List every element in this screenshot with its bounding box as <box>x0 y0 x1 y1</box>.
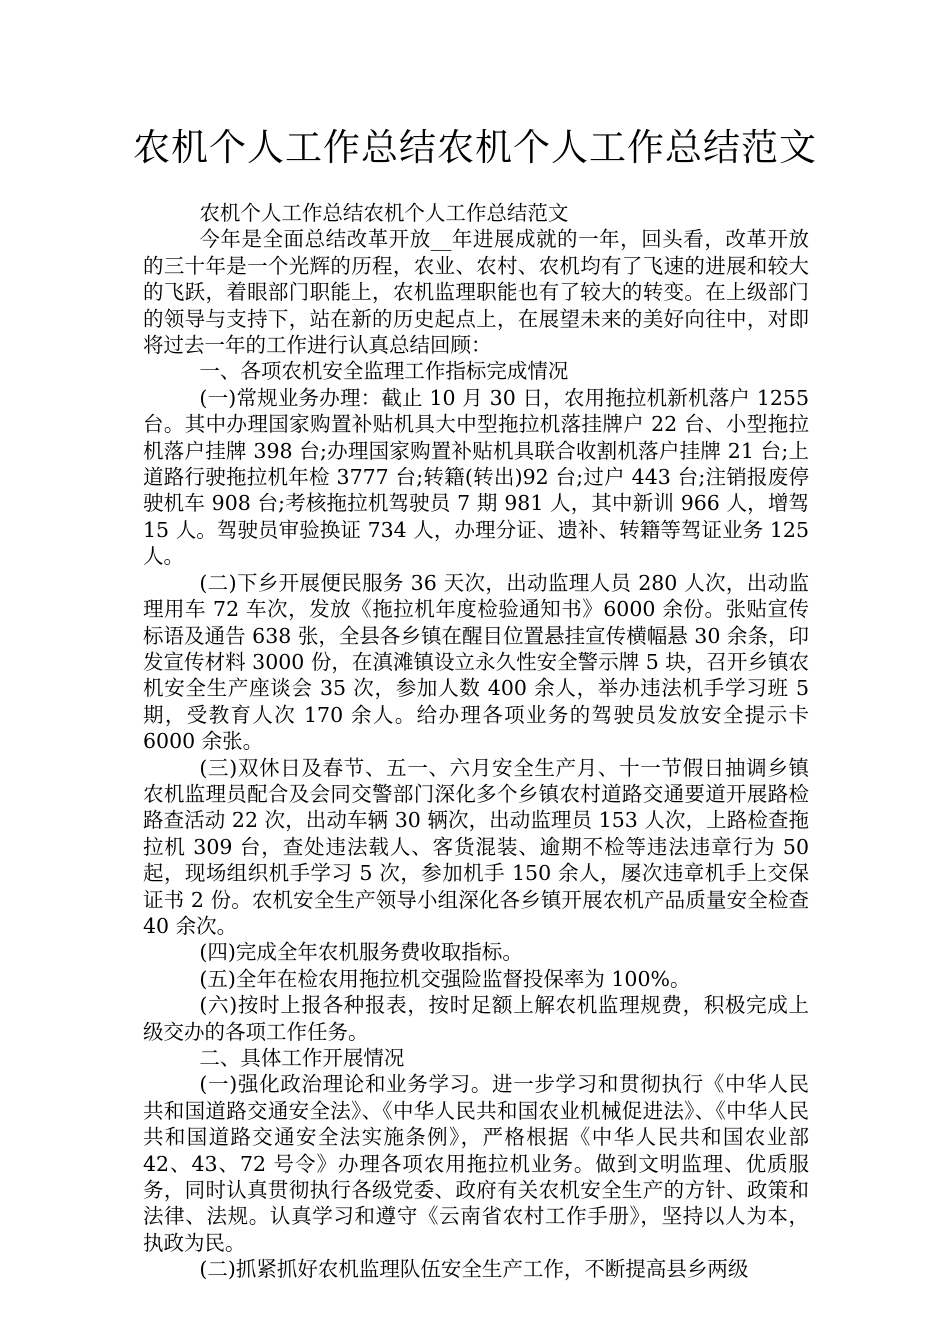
body-paragraph: (二)抓紧抓好农机监理队伍安全生产工作，不断提高县乡两级 <box>199 1257 749 1282</box>
body-paragraph: (六)按时上报各种报表，按时足额上解农机监理规费，积极完成上级交办的各项工作任务。 <box>143 993 809 1044</box>
body-paragraph-subtitle: 农机个人工作总结农机个人工作总结范文 <box>199 201 569 225</box>
body-paragraph-intro: 今年是全面总结改革开放__年进展成就的一年，回头看，改革开放的三十年是一个光辉的历程，农业、农村、农机均有了飞速的进展和较大的飞跃，着眼部门职能上，农机监理职能也有了较大的转变。在上级部门的领导与支持下，站在新的历史起点上，在展望未来的美好向往中，对即将过去一年的工作进行认真总结回顾： <box>143 227 809 358</box>
document-body <box>143 200 809 1283</box>
body-paragraph: (四)完成全年农机服务费收取指标。 <box>199 940 523 965</box>
section-heading-1: 一、各项农机安全监理工作指标完成情况 <box>199 359 569 384</box>
body-paragraph: (二)下乡开展便民服务 36 天次，出动监理人员 280 人次，出动监理用车 72 车次，发放《拖拉机年度检验通知书》6000 余份。张贴宣传标语及通告 638 张，全县各乡镇在醒目位置悬挂宣传横幅悬 30 余条，印发宣传材料 3000 份，在滇滩镇设立永久性安全警示牌 5 块，召开乡镇农机安全生产座谈会 35 次，参加人数 400 余人，举办违法机手学习班 5 期，受教育人次 170 余人。给办理各项业务的驾驶员发放安全提示卡 6000 余张。 <box>143 570 809 754</box>
body-paragraph: (一)常规业务办理：截止 10 月 30 日，农用拖拉机新机落户 1255 台。其中办理国家购置补贴机具大中型拖拉机落挂牌户 22 台、小型拖拉机落户挂牌 398 台;办理国家购置补贴机具联合收割机落户挂牌 21 台;上道路行驶拖拉机年检 3777 台;转籍(转出)92 台;过户 443 台;注销报废停驶机车 908 台;考核拖拉机驾驶员 7 期 981 人，其中新训 966 人，增驾 15 人。驾驶员审验换证 734 人，办理分证、遗补、转籍等驾证业务 125 人。 <box>143 385 809 569</box>
body-paragraph: (五)全年在检农用拖拉机交强险监督投保率为 100%。 <box>199 966 691 991</box>
section-heading-2: 二、具体工作开展情况 <box>199 1046 405 1070</box>
body-paragraph: (一)强化政治理论和业务学习。进一步学习和贯彻执行《中华人民共和国道路交通安全法》、《中华人民共和国农业机械促进法》、《中华人民共和国道路交通安全法实施条例》，严格根据《中华人民共和国农业部 42、43、72 号令》办理各项农用拖拉机业务。做到文明监理、优质服务，同时认真贯彻执行各级党委、政府有关农机安全生产的方针、政策和法律、法规。认真学习和遵守《云南省农村工作手册》，坚持以人为本，执政为民。 <box>143 1072 809 1255</box>
document-title: 农机个人工作总结农机个人工作总结范文 <box>133 126 817 169</box>
body-paragraph: (三)双休日及春节、五一、六月安全生产月、十一节假日抽调乡镇农机监理员配合及会同交警部门深化多个乡镇农村道路交通要道开展路检路查活动 22 次，出动车辆 30 辆次，出动监理员 153 人次，上路检查拖拉机 309 台，查处违法载人、客货混装、逾期不检等违法违章行为 50 起，现场组织机手学习 5 次，参加机手 150 余人，屡次违章机手上交保证书 2 份。农机安全生产领导小组深化各乡镇开展农机产品质量安全检查 40 余次。 <box>143 755 809 938</box>
